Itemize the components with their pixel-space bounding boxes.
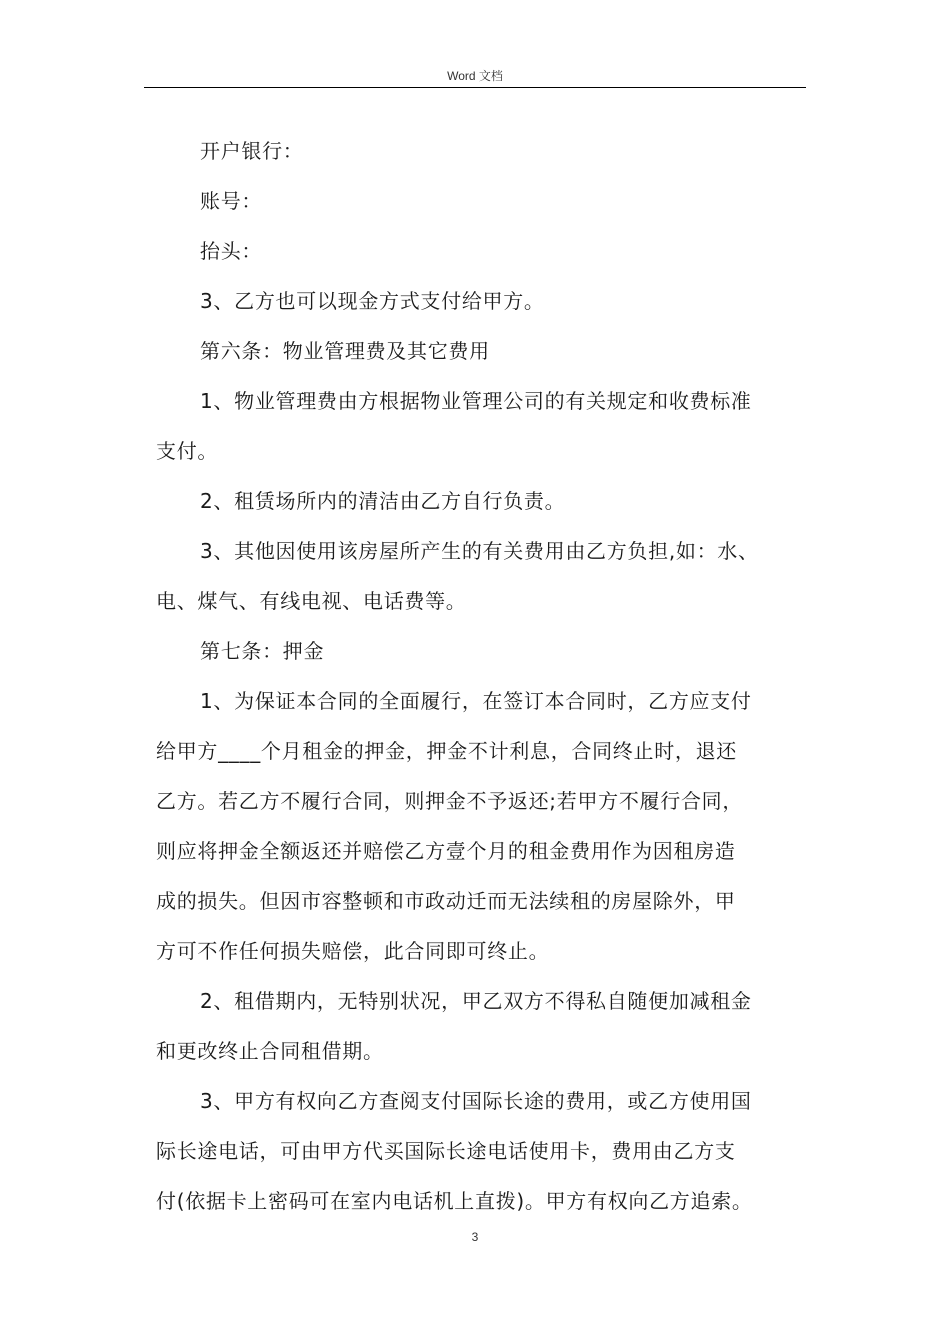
paragraph-line: 和更改终止合同租借期。 [156, 1039, 384, 1063]
paragraph-line: 方可不作任何损失赔偿，此合同即可终止。 [156, 939, 550, 963]
paragraph [156, 1076, 814, 1226]
document-body [156, 126, 814, 1226]
paragraph [156, 376, 814, 476]
paragraph-line: 3、乙方也可以现金方式支付给甲方。 [200, 289, 545, 313]
paragraph-line: 第七条：押金 [200, 639, 325, 663]
paragraph-line: 1、为保证本合同的全面履行，在签订本合同时，乙方应支付 [200, 689, 752, 713]
paragraph [156, 676, 814, 976]
paragraph-line: 乙方。若乙方不履行合同，则押金不予返还;若甲方不履行合同， [156, 789, 744, 813]
paragraph-line: 3、其他因使用该房屋所产生的有关费用由乙方负担,如：水、 [200, 539, 759, 563]
paragraph [178, 226, 814, 276]
paragraph [156, 526, 814, 626]
paragraph-line: 3、甲方有权向乙方查阅支付国际长途的费用，或乙方使用国 [200, 1089, 752, 1113]
paragraph [178, 326, 814, 376]
paragraph-line: 第六条：物业管理费及其它费用 [200, 339, 490, 363]
page-number: 3 [471, 1230, 479, 1244]
paragraph-line: 账号： [200, 189, 263, 213]
paragraph-line: 际长途电话，可由甲方代买国际长途电话使用卡，费用由乙方支 [156, 1139, 736, 1163]
paragraph-line: 电、煤气、有线电视、电话费等。 [156, 589, 467, 613]
paragraph-line: 开户银行： [200, 139, 304, 163]
document-header-label: Word 文档 [447, 69, 503, 83]
paragraph [178, 276, 814, 326]
paragraph-line: 成的损失。但因市容整顿和市政动迁而无法续租的房屋除外，甲 [156, 889, 736, 913]
paragraph-line: 2、租借期内，无特别状况，甲乙双方不得私自随便加减租金 [200, 989, 752, 1013]
paragraph-line: 2、租赁场所内的清洁由乙方自行负责。 [200, 489, 566, 513]
paragraph [178, 476, 814, 526]
header-divider [144, 87, 806, 88]
paragraph [178, 626, 814, 676]
paragraph-line: 付(依据卡上密码可在室内电话机上直拨)。甲方有权向乙方追索。 [156, 1189, 753, 1213]
paragraph [178, 176, 814, 226]
paragraph-line: 则应将押金全额返还并赔偿乙方壹个月的租金费用作为因租房造 [156, 839, 736, 863]
paragraph-line: 支付。 [156, 439, 219, 463]
paragraph [156, 976, 814, 1076]
paragraph-line: 1、物业管理费由方根据物业管理公司的有关规定和收费标准 [200, 389, 752, 413]
paragraph-line: 给甲方____个月租金的押金，押金不计利息，合同终止时，退还 [156, 739, 737, 763]
paragraph-line: 抬头： [200, 239, 263, 263]
paragraph [178, 126, 814, 176]
